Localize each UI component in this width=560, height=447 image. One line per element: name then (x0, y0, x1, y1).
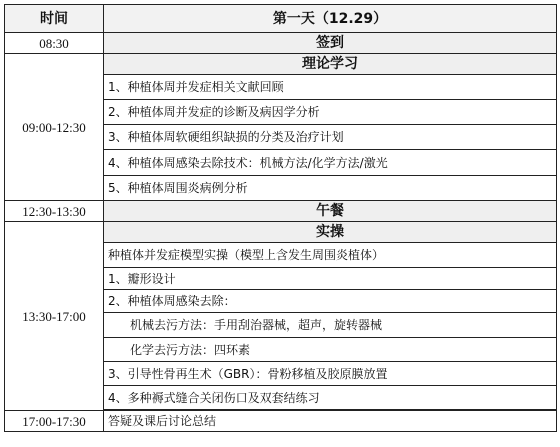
theory-title-row (5, 54, 557, 75)
qa-row (5, 411, 557, 432)
qa-label: 答疑及课后讨论总结 (104, 411, 557, 432)
theory-time: 09:00-12:30 (5, 54, 104, 201)
practice-sub-2: 化学去污方法：四环素 (104, 338, 557, 362)
theory-item-2: 2、种植体周并发症的诊断及病因学分析 (104, 100, 557, 125)
practice-title: 实操 (104, 222, 557, 243)
practice-time: 13:30-17:00 (5, 222, 104, 411)
practice-item-2: 2、种植体周感染去除： (104, 290, 557, 313)
header-row (5, 5, 557, 33)
qa-time: 17:00-17:30 (5, 411, 104, 432)
theory-item-3: 3、种植体周软硬组织缺损的分类及治疗计划 (104, 125, 557, 150)
practice-intro: 种植体并发症模型实操（模型上含发生周围炎植体） (104, 243, 557, 268)
checkin-row (5, 33, 557, 54)
lunch-label: 午餐 (104, 201, 557, 222)
schedule-table (4, 4, 557, 432)
practice-item-3: 3、引导性骨再生术（GBR）：骨粉移植及胶原膜放置 (104, 362, 557, 386)
practice-sub-1: 机械去污方法：手用刮治器械，超声，旋转器械 (104, 313, 557, 338)
theory-item-1: 1、种植体周并发症相关文献回顾 (104, 75, 557, 100)
practice-item-1: 1、瓣形设计 (104, 268, 557, 290)
lunch-row (5, 201, 557, 222)
theory-item-5: 5、种植体周围炎病例分析 (104, 176, 557, 201)
lunch-time: 12:30-13:30 (5, 201, 104, 222)
day-column-header: 第一天（12.29） (104, 5, 557, 33)
theory-title: 理论学习 (104, 54, 557, 75)
time-column-header: 时间 (5, 5, 104, 33)
practice-item-4: 4、多种褥式缝合关闭伤口及双套结练习 (104, 386, 557, 410)
theory-item-4: 4、种植体周感染去除技术：机械方法/化学方法/激光 (104, 150, 557, 176)
checkin-time: 08:30 (5, 33, 104, 54)
practice-title-row (5, 222, 557, 243)
checkin-label: 签到 (104, 33, 557, 54)
